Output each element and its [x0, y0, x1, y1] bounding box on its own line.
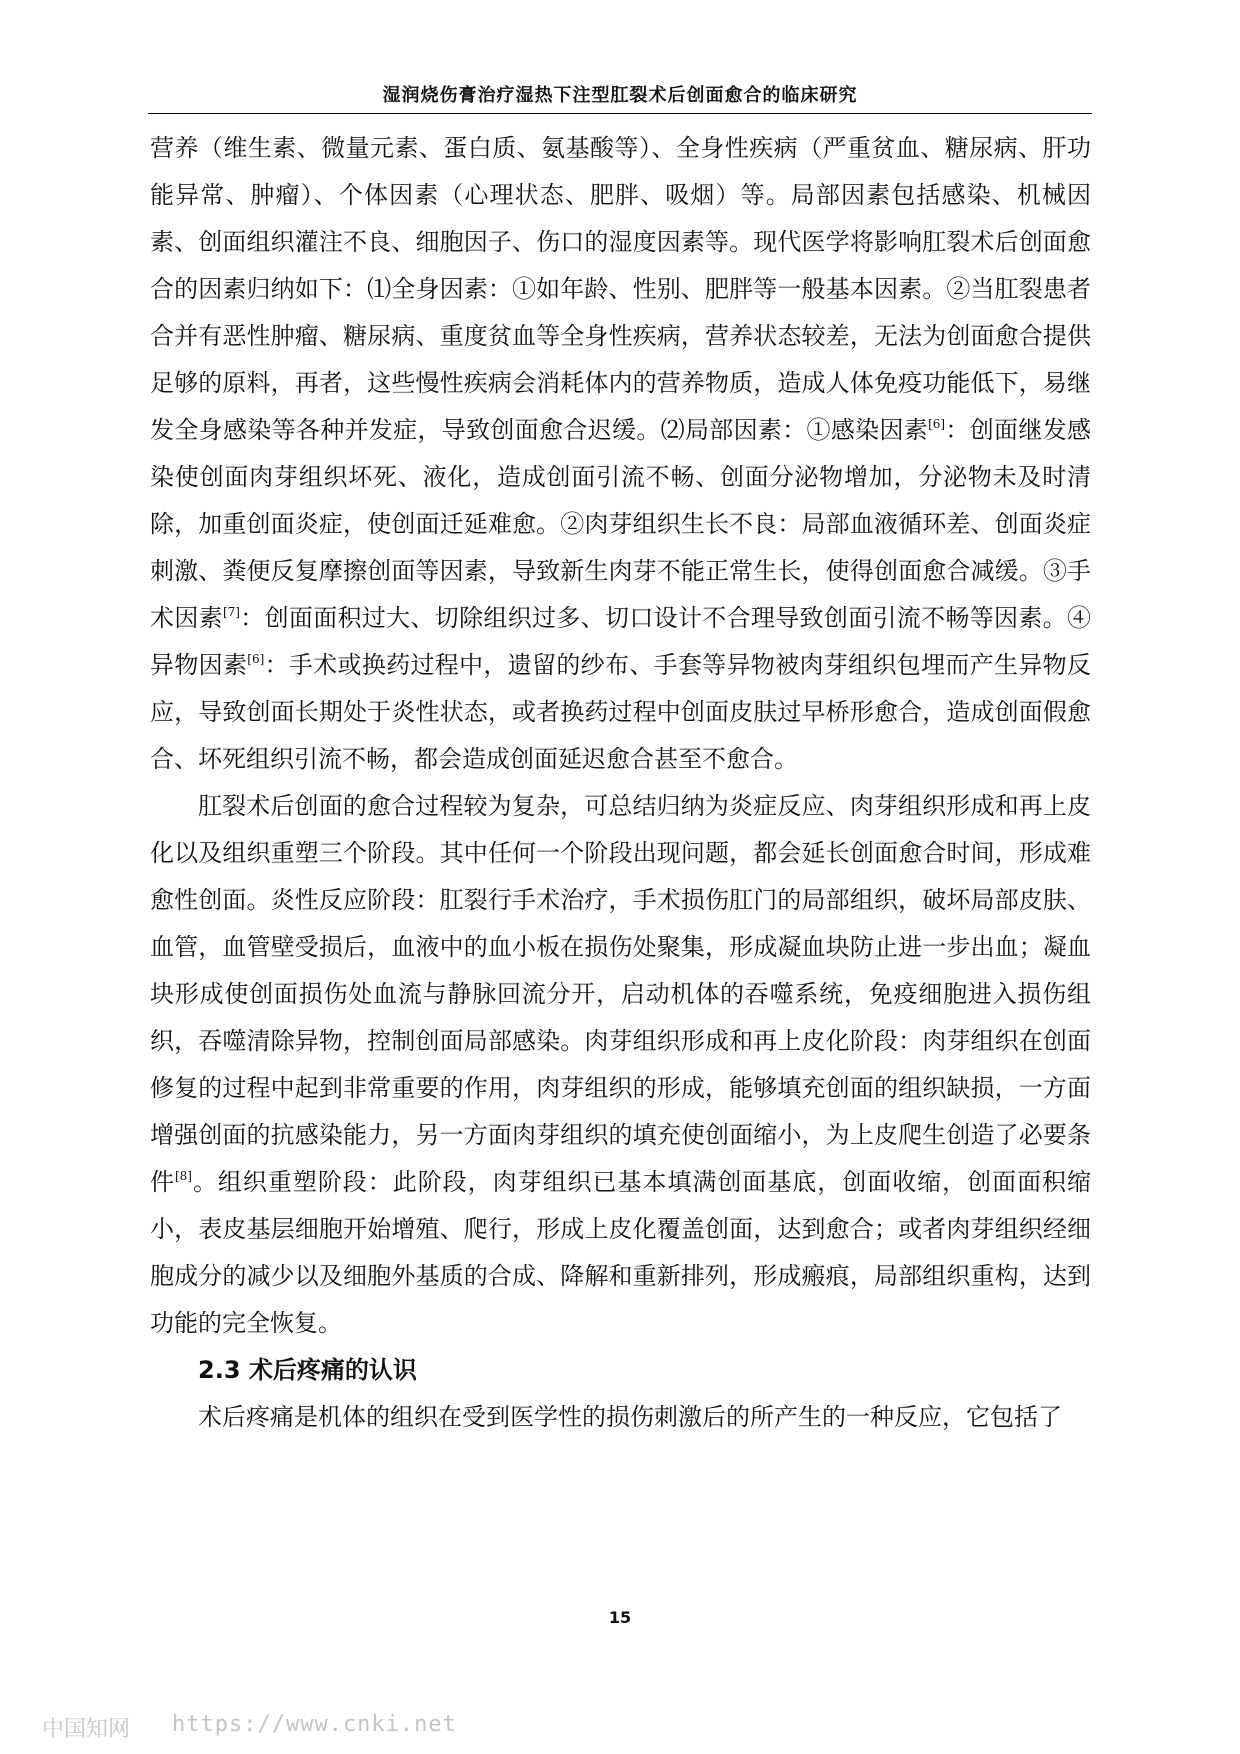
citation-ref: [8]	[174, 1169, 192, 1183]
paragraph-text: 营养（维生素、微量元素、蛋白质、氨基酸等）、全身性疾病（严重贫血、糖尿病、肝功能异常、肿瘤）、个体因素（心理状态、肥胖、吸烟）等。局部因素包括感染、机械因素、创面组织灌注不良、细胞因子、伤口的湿度因素等。现代医学将影响肛裂术后创面愈合的因素归纳如下：⑴全身因素：①如年龄、性别、肥胖等一般基本因素。②当肛裂患者合并有恶性肿瘤、糖尿病、重度贫血等全身性疾病，营养状态较差，无法为创面愈合提供足够的原料，再者，这些慢性疾病会消耗体内的营养物质，造成人体免疫功能低下，易继发全身感染等各种并发症，导致创面愈合迟缓。⑵局部因素：①感染因素	[150, 134, 1091, 444]
watermark-brand: 中国知网	[42, 1717, 131, 1742]
paragraph-text: 。组织重塑阶段：此阶段，肉芽组织已基本填满创面基底，创面收缩，创面面积缩小，表皮基层细胞开始增殖、爬行，形成上皮化覆盖创面，达到愈合；或者肉芽组织经细胞成分的减少以及细胞外基质的合成、降解和重新排列，形成瘢痕，局部组织重构，达到功能的完全恢复。	[150, 1168, 1092, 1337]
running-header: 湿润烧伤膏治疗湿热下注型肛裂术后创面愈合的临床研究	[382, 85, 858, 106]
citation-ref: [6]	[928, 417, 946, 431]
body-text	[150, 125, 1091, 1441]
citation-ref: [6]	[247, 652, 265, 666]
header-rule	[148, 113, 1092, 114]
paragraph-text: 肛裂术后创面的愈合过程较为复杂，可总结归纳为炎症反应、肉芽组织形成和再上皮化以及组织重塑三个阶段。其中任何一个阶段出现问题，都会延长创面愈合时间，形成难愈性创面。炎性反应阶段：肛裂行手术治疗，手术损伤肛门的局部组织，破坏局部皮肤、血管，血管壁受损后，血液中的血小板在损伤处聚集，形成凝血块防止进一步出血；凝血块形成使创面损伤处血流与静脉回流分开，启动机体的吞噬系统，免疫细胞进入损伤组织，吞噬清除异物，控制创面局部感染。肉芽组织形成和再上皮化阶段：肉芽组织在创面修复的过程中起到非常重要的作用，肉芽组织的形成，能够填充创面的组织缺损，一方面增强创面的抗感染能力，另一方面肉芽组织的填充使创面缩小，为上皮爬生创造了必要条件	[150, 792, 1091, 1196]
paragraph-text: ：创面面积过大、切除组织过多、切口设计不合理导致创面引流不畅等因素。④异物因素	[150, 604, 1092, 679]
paragraph-healing-stages	[150, 783, 1091, 1347]
paragraph-text: ：手术或换药过程中，遗留的纱布、手套等异物被肉芽组织包埋而产生异物反应，导致创面长期处于炎性状态，或者换药过程中创面皮肤过早桥形愈合，造成创面假愈合、坏死组织引流不畅，都会造成创面延迟愈合甚至不愈合。	[150, 651, 1091, 773]
citation-ref: [7]	[222, 605, 240, 619]
section-heading: 2.3 术后疼痛的认识	[198, 1356, 417, 1384]
paragraph-text: ：创面继发感染使创面肉芽组织坏死、液化，造成创面引流不畅、创面分泌物增加，分泌物未及时清除，加重创面炎症，使创面迁延难愈。②肉芽组织生长不良：局部血液循环差、创面炎症刺激、粪便反复摩擦创面等因素，导致新生肉芽不能正常生长，使得创面愈合减缓。③手术因素	[150, 416, 1092, 632]
paragraph-pain: 术后疼痛是机体的组织在受到医学性的损伤刺激后的所产生的一种反应，它包括了	[198, 1403, 1062, 1431]
paragraph-causes	[150, 125, 1091, 783]
watermark-url: https://www.cnki.net	[172, 1712, 457, 1737]
page-number: 15	[608, 1608, 632, 1627]
